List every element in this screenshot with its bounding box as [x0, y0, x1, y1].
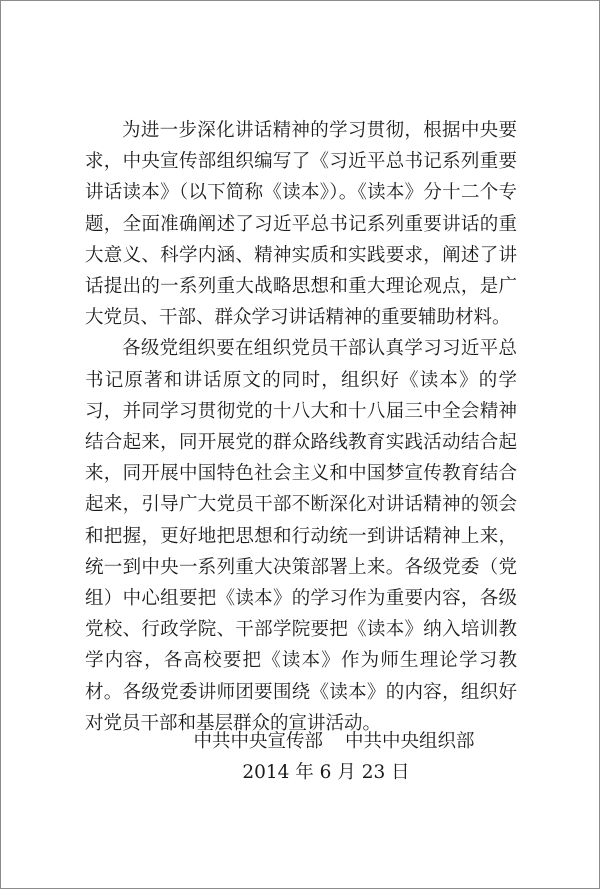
- signature-organizations: [1, 726, 600, 757]
- document-body: [85, 115, 517, 739]
- signature-org-organization: 中共中央组织部: [345, 731, 475, 752]
- paragraph-2: 各级党组织要在组织党员干部认真学习习近平总书记原著和讲话原文的同时，组织好《读本》的学习，并同学习贯彻党的十八大和十八届三中全会精神结合起来，同开展党的群众路线教育实践活动结合起来，同开展中国特色社会主义和中国梦宣传教育结合起来，引导广大党员干部不断深化对讲话精神的领会和把握，更好地把思想和行动统一到讲话精神上来，统一到中央一系列重大决策部署上来。各级党委（党组）中心组要把《读本》的学习作为重要内容，各级党校、行政学院、干部学院要把《读本》纳入培训教学内容，各高校要把《读本》作为师生理论学习教材。各级党委讲师团要围绕《读本》的内容，组织好对党员干部和基层群众的宣讲活动。: [85, 338, 517, 734]
- signature-org-propaganda: 中共中央宣传部: [193, 731, 323, 752]
- signature-block: [1, 726, 600, 788]
- paragraph-1: 为进一步深化讲话精神的学习贯彻，根据中央要求，中央宣传部组织编写了《习近平总书记系列重要讲话读本》（以下简称《读本》）。《读本》分十二个专题，全面准确阐述了习近平总书记系列重要讲话的重大意义、科学内涵、精神实质和实践要求，阐述了讲话提出的一系列重大战略思想和重大理论观点，是广大党员、干部、群众学习讲话精神的重要辅助材料。: [85, 120, 517, 329]
- signature-date: 2014 年 6 月 23 日: [242, 762, 410, 783]
